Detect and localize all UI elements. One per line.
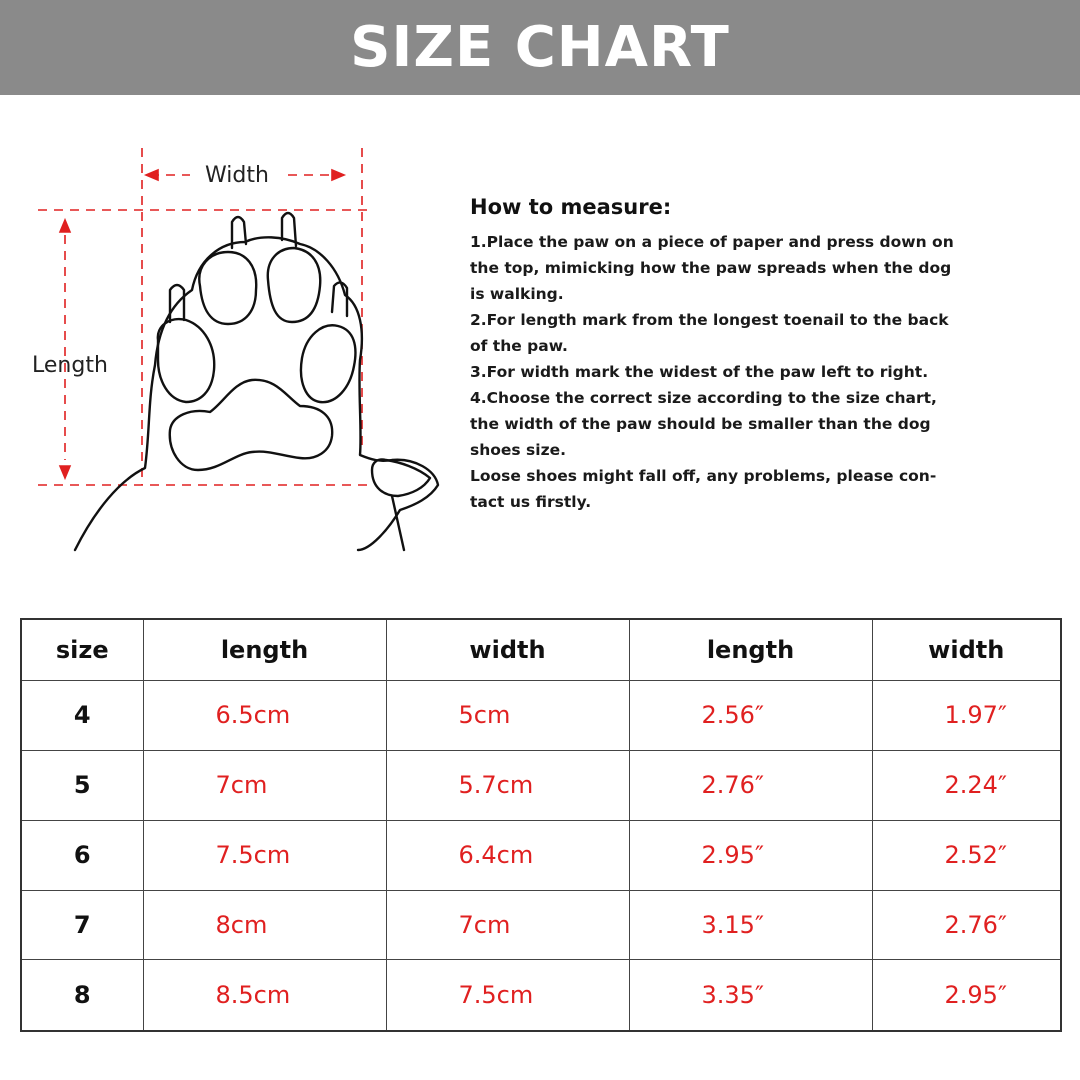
size-cell: 5 — [21, 750, 143, 820]
paw-outline-icon — [20, 130, 450, 570]
table-row — [21, 890, 1061, 960]
instructions-list — [470, 229, 1010, 515]
length-label: Length — [32, 353, 108, 378]
length-cm-cell: 7cm — [143, 750, 386, 820]
instructions-heading: How to measure: — [470, 195, 672, 219]
instruction-line: the width of the paw should be smaller than the dog — [470, 415, 931, 433]
length-cm-cell: 7.5cm — [143, 820, 386, 890]
page-title: SIZE CHART — [350, 15, 730, 80]
instruction-line: 4.Choose the correct size according to the size chart, — [470, 389, 937, 407]
length-in-cell: 2.76″ — [629, 750, 872, 820]
instruction-line: shoes size. — [470, 441, 567, 459]
title-banner — [0, 0, 1080, 95]
column-header-length-cm: length — [143, 619, 386, 681]
table-row — [21, 820, 1061, 890]
instruction-line: 1.Place the paw on a piece of paper and press down on — [470, 233, 954, 251]
paw-measurement-diagram — [20, 130, 450, 570]
width-in-cell: 1.97″ — [872, 681, 1061, 751]
width-cm-cell: 6.4cm — [386, 820, 629, 890]
instruction-line: Loose shoes might fall off, any problems, please con- — [470, 467, 937, 485]
width-in-cell: 2.24″ — [872, 750, 1061, 820]
width-cm-cell: 5cm — [386, 681, 629, 751]
width-label: Width — [205, 163, 269, 188]
size-cell: 8 — [21, 960, 143, 1031]
length-cm-cell: 6.5cm — [143, 681, 386, 751]
width-in-cell: 2.95″ — [872, 960, 1061, 1031]
length-cm-cell: 8cm — [143, 890, 386, 960]
table-row — [21, 681, 1061, 751]
length-cm-cell: 8.5cm — [143, 960, 386, 1031]
column-header-length-in: length — [629, 619, 872, 681]
size-cell: 7 — [21, 890, 143, 960]
measurement-instructions — [470, 195, 1010, 515]
column-header-width-in: width — [872, 619, 1061, 681]
width-cm-cell: 5.7cm — [386, 750, 629, 820]
instruction-line: 3.For width mark the widest of the paw left to right. — [470, 363, 929, 381]
instruction-line: of the paw. — [470, 337, 568, 355]
instruction-line: the top, mimicking how the paw spreads when the dog — [470, 259, 952, 277]
table-row — [21, 960, 1061, 1031]
width-in-cell: 2.52″ — [872, 820, 1061, 890]
instruction-line: is walking. — [470, 285, 564, 303]
column-header-width-cm: width — [386, 619, 629, 681]
column-header-size: size — [21, 619, 143, 681]
length-in-cell: 3.35″ — [629, 960, 872, 1031]
length-in-cell: 3.15″ — [629, 890, 872, 960]
size-cell: 6 — [21, 820, 143, 890]
instruction-line: tact us firstly. — [470, 493, 592, 511]
length-in-cell: 2.95″ — [629, 820, 872, 890]
table-row — [21, 750, 1061, 820]
size-table — [20, 618, 1062, 1032]
table-header-row — [21, 619, 1061, 681]
size-cell: 4 — [21, 681, 143, 751]
width-in-cell: 2.76″ — [872, 890, 1061, 960]
width-cm-cell: 7cm — [386, 890, 629, 960]
length-in-cell: 2.56″ — [629, 681, 872, 751]
width-cm-cell: 7.5cm — [386, 960, 629, 1031]
instruction-line: 2.For length mark from the longest toenail to the back — [470, 311, 949, 329]
